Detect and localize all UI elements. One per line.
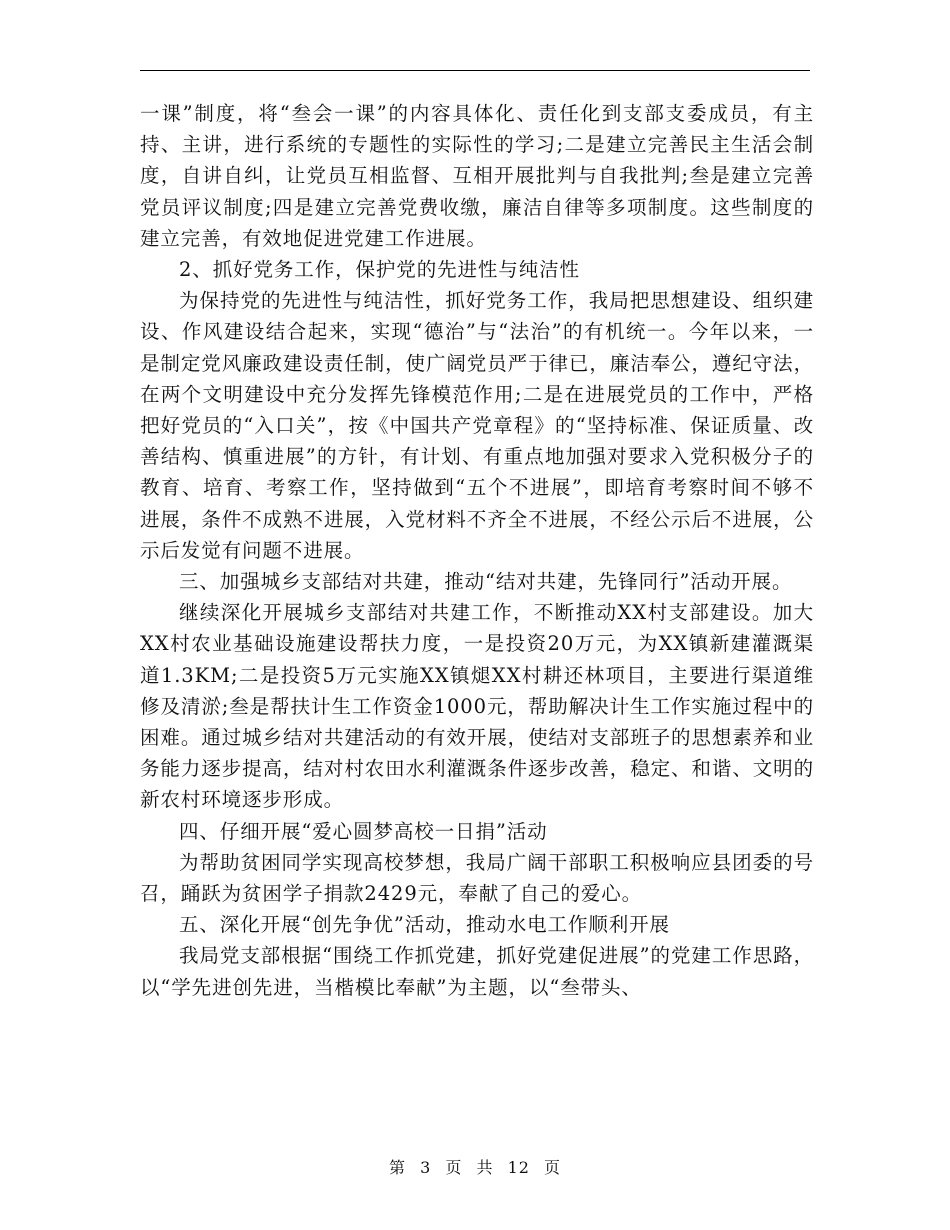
paragraph-donation: 为帮助贫困同学实现高校梦想，我局广阔干部职工积极响应县团委的号召，踊跃为贫困学子捐款2429元，奉献了自己的爱心。 bbox=[140, 850, 814, 906]
paragraph-pairing: 继续深化开展城乡支部结对共建工作，不断推动XX村支部建设。加大XX村农业基础设施建设帮扶力度，一是投资20万元，为XX镇新建灌溉渠道1.3KM;二是投资5万元实施XX镇煺XX村耕还林项目，主要进行渠道维修及清淤;叁是帮扶计生工作资金1000元，帮助解决计生工作实施过程中的困难。通过城乡结对共建活动的有效开展，使结对支部班子的思想素养和业务能力逐步提高，结对村农田水利灌溉条件逐步改善，稳定、和谐、文明的新农村环境逐步形成。 bbox=[140, 601, 814, 812]
section-heading-4: 四、仔细开展“爱心圆梦高校一日捐”活动 bbox=[179, 819, 548, 843]
section-heading-3: 三、加强城乡支部结对共建，推动“结对共建，先锋同行”活动开展。 bbox=[179, 570, 793, 594]
footer-total-word: 共 bbox=[476, 1158, 494, 1177]
paragraph-excellence: 我局党支部根据“围绕工作抓党建，抓好党建促进展”的党建工作思路，以“学先进创先进，当楷模比奉献”为主题，以“叁带头、 bbox=[140, 944, 814, 999]
footer-page-word: 页 bbox=[445, 1158, 463, 1177]
section-heading-5: 五、深化开展“创先争优”活动，推动水电工作顺利开展 bbox=[179, 913, 670, 937]
footer-prefix: 第 bbox=[388, 1158, 406, 1177]
page-footer bbox=[0, 1155, 950, 1178]
page-number: 3 bbox=[420, 1158, 432, 1177]
footer-suffix: 页 bbox=[544, 1158, 562, 1177]
document-body bbox=[140, 98, 814, 1003]
paragraph-party-affairs: 为保持党的先进性与纯洁性，抓好党务工作，我局把思想建设、组织建设、作风建设结合起来，实现“德治”与“法治”的有机统一。今年以来，一是制定党风廉政建设责任制，使广阔党员严于律已，廉洁奉公，遵纪守法，在两个文明建设中充分发挥先锋模范作用;二是在进展党员的工作中，严格把好党员的“入口关”，按《中国共产党章程》的“坚持标准、保证质量、改善结构、慎重进展”的方针，有计划、有重点地加强对要求入党积极分子的教育、培育、考察工作，坚持做到“五个不进展”，即培育考察时间不够不进展，条件不成熟不进展，入党材料不齐全不进展，不经公示后不进展，公示后发觉有问题不进展。 bbox=[140, 289, 814, 562]
paragraph-continuation: 一课”制度，将“叁会一课”的内容具体化、责任化到支部支委成员，有主持、主讲，进行系统的专题性的实际性的学习;二是建立完善民主生活会制度，自讲自纠，让党员互相监督、互相开展批判与自我批判;叁是建立完善党员评议制度;四是建立完善党费收缴，廉洁自律等多项制度。这些制度的建立完善，有效地促进党建工作进展。 bbox=[140, 102, 814, 250]
total-pages: 12 bbox=[507, 1158, 530, 1177]
section-heading-2: 2、抓好党务工作，保护党的先进性与纯洁性 bbox=[179, 258, 580, 282]
header-rule bbox=[140, 70, 810, 71]
